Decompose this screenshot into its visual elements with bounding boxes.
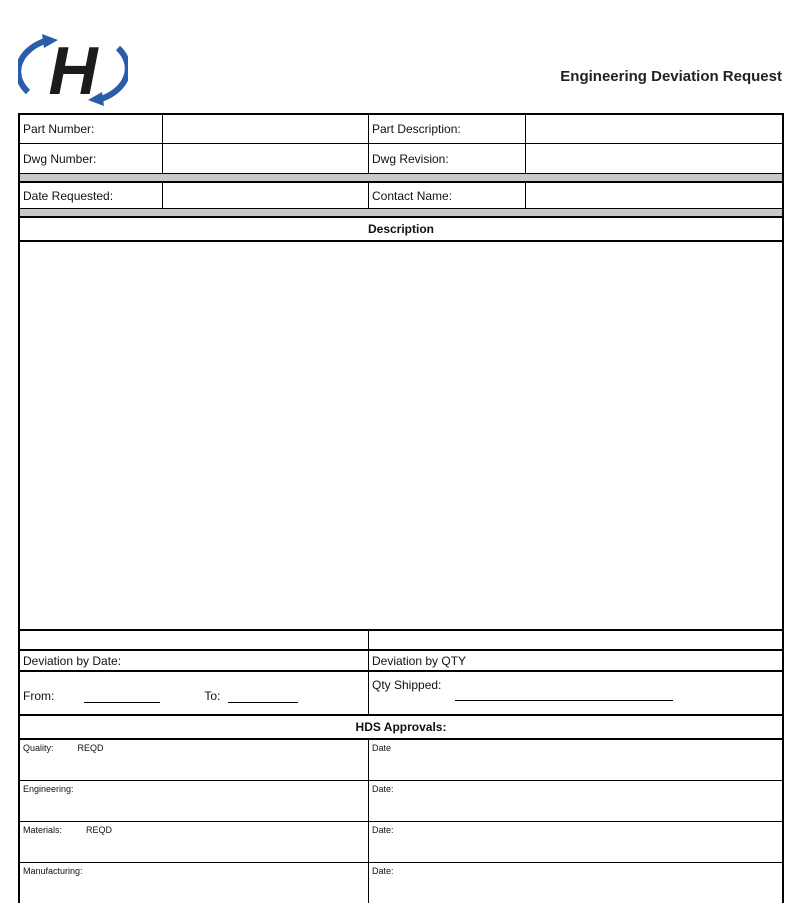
approval-quality-cell[interactable]	[20, 740, 369, 780]
to-date-field[interactable]	[228, 690, 298, 703]
separator-band	[18, 173, 784, 181]
approval-row-quality	[18, 738, 784, 780]
part-description-label: Part Description:	[369, 115, 526, 143]
contact-name-label: Contact Name:	[369, 183, 526, 208]
part-number-field[interactable]	[163, 115, 369, 143]
spacer-cell-right	[369, 631, 782, 649]
date-requested-label: Date Requested:	[20, 183, 163, 208]
approval-manufacturing-date[interactable]: Date:	[372, 866, 394, 876]
logo-letter: H	[48, 33, 98, 108]
approval-manufacturing-cell[interactable]	[20, 863, 369, 903]
from-label: From:	[23, 689, 55, 703]
description-title: Description	[367, 222, 434, 236]
logo-graphic	[18, 32, 128, 108]
part-number-label: Part Number:	[20, 115, 163, 143]
qty-shipped-cell	[369, 672, 782, 714]
date-requested-field[interactable]	[163, 183, 369, 208]
separator-band	[18, 208, 784, 216]
dwg-number-label: Dwg Number:	[20, 144, 163, 173]
qty-shipped-field[interactable]	[455, 688, 673, 701]
request-row	[18, 181, 784, 208]
approval-materials-date[interactable]: Date:	[372, 825, 394, 835]
approval-required-flag: REQD	[77, 743, 104, 753]
spacer-row	[18, 629, 784, 649]
approval-row-engineering	[18, 780, 784, 821]
deviation-header-row	[18, 649, 784, 670]
approval-role-label: Quality:	[23, 743, 54, 753]
from-date-field[interactable]	[84, 690, 160, 703]
approval-role-label: Engineering:	[23, 784, 74, 794]
deviation-by-date-label: Deviation by Date:	[20, 651, 369, 670]
part-row	[18, 113, 784, 143]
deviation-values-row	[18, 670, 784, 714]
approval-required-flag: REQD	[86, 825, 113, 835]
to-label: To:	[204, 689, 221, 703]
description-field[interactable]	[18, 240, 784, 629]
approval-row-materials	[18, 821, 784, 862]
spacer-cell-left	[20, 631, 369, 649]
company-logo	[18, 32, 128, 108]
dwg-row	[18, 143, 784, 173]
approval-materials-cell[interactable]	[20, 822, 369, 862]
date-range-cell	[20, 672, 369, 714]
approval-engineering-cell[interactable]	[20, 781, 369, 821]
document-title: Engineering Deviation Request	[560, 68, 782, 85]
deviation-form	[18, 113, 784, 903]
approvals-header-row	[18, 714, 784, 738]
dwg-revision-label: Dwg Revision:	[369, 144, 526, 173]
approval-engineering-date[interactable]: Date:	[372, 784, 394, 794]
part-description-field[interactable]	[526, 115, 782, 143]
approval-role-label: Materials:	[23, 825, 63, 835]
dwg-number-field[interactable]	[163, 144, 369, 173]
approvals-title: HDS Approvals:	[355, 720, 447, 734]
approval-row-manufacturing	[18, 862, 784, 903]
contact-name-field[interactable]	[526, 183, 782, 208]
approval-role-label: Manufacturing:	[23, 866, 83, 876]
description-header-row	[18, 216, 784, 240]
deviation-by-qty-label: Deviation by QTY	[372, 653, 467, 668]
dwg-revision-field[interactable]	[526, 144, 782, 173]
approval-quality-date[interactable]: Date	[372, 743, 392, 753]
qty-shipped-label: Qty Shipped:	[372, 678, 442, 692]
